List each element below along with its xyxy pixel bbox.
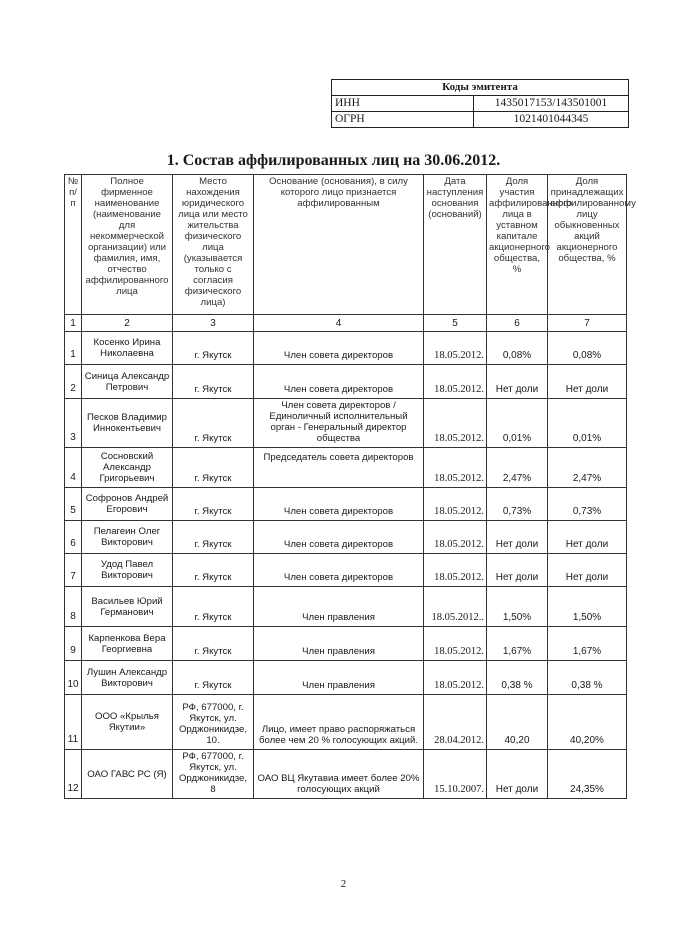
capital-share: 1,50% — [487, 587, 548, 627]
affiliates-table — [64, 174, 636, 799]
affiliation-basis: Член правления — [254, 661, 424, 695]
row-number: 11 — [65, 695, 82, 750]
affiliate-location: г. Якутск — [173, 661, 254, 695]
affiliate-location: г. Якутск — [173, 488, 254, 521]
affiliate-location: г. Якутск — [173, 587, 254, 627]
affiliate-name: Косенко Ирина Николаевна — [82, 332, 173, 365]
table-row — [65, 399, 627, 448]
table-row — [65, 750, 627, 799]
affiliation-basis: Член совета директоров — [254, 365, 424, 399]
row-number: 12 — [65, 750, 82, 799]
affiliate-name: Софронов Андрей Егорович — [82, 488, 173, 521]
column-number: 7 — [548, 315, 627, 332]
column-number: 4 — [254, 315, 424, 332]
capital-share: 0,01% — [487, 399, 548, 448]
affiliate-name: ОАО ГАВС РС (Я) — [82, 750, 173, 799]
issuer-codes-header: Коды эмитента — [332, 80, 629, 96]
affiliate-name: Синица Александр Петрович — [82, 365, 173, 399]
affiliate-name: Песков Владимир Иннокентьевич — [82, 399, 173, 448]
row-number: 4 — [65, 448, 82, 488]
basis-date: 18.05.2012. — [424, 488, 487, 521]
affiliation-basis: Лицо, имеет право распоряжаться более чем 20 % голосующих акций. — [254, 695, 424, 750]
col-header-location: Место нахождения юридического лица или место жительства физического лица (указывается только с согласия физического лица) — [173, 175, 254, 315]
table-row — [65, 332, 627, 365]
affiliate-location: г. Якутск — [173, 332, 254, 365]
col-header-basis: Основание (основания), в силу которого лицо признается аффилированным — [254, 175, 424, 315]
code-row-ogrn — [332, 112, 629, 128]
table-row — [65, 695, 627, 750]
capital-share: 0,08% — [487, 332, 548, 365]
stock-share: 0,38 % — [548, 661, 627, 695]
row-number: 7 — [65, 554, 82, 587]
affiliation-basis: Член совета директоров — [254, 521, 424, 554]
basis-date: 18.05.2012. — [424, 661, 487, 695]
code-row-inn — [332, 96, 629, 112]
affiliation-basis: Член совета директоров / Единоличный исполнительный орган - Генеральный директор общества — [254, 399, 424, 448]
affiliation-basis: Член правления — [254, 627, 424, 661]
code-value: 1435017153/143501001 — [474, 96, 629, 112]
affiliate-location: г. Якутск — [173, 448, 254, 488]
code-label: ОГРН — [332, 112, 474, 128]
basis-date: 18.05.2012. — [424, 521, 487, 554]
row-number: 2 — [65, 365, 82, 399]
affiliate-location: г. Якутск — [173, 627, 254, 661]
affiliation-basis: Председатель совета директоров — [254, 448, 424, 488]
affiliate-location: РФ, 677000, г. Якутск, ул. Орджоникидзе, 8 — [173, 750, 254, 799]
affiliation-basis: Член совета директоров — [254, 332, 424, 365]
row-number: 10 — [65, 661, 82, 695]
basis-date: 18.05.2012. — [424, 365, 487, 399]
column-number: 3 — [173, 315, 254, 332]
capital-share: 40,20 — [487, 695, 548, 750]
code-value: 1021401044345 — [474, 112, 629, 128]
stock-share: 0,08% — [548, 332, 627, 365]
affiliation-basis: Член совета директоров — [254, 554, 424, 587]
row-number: 6 — [65, 521, 82, 554]
col-header-stock-share: Доля принадлежащих аффилированному лицу обыкновенных акций акционерного общества, % — [548, 175, 627, 315]
col-header-number: № п/п — [65, 175, 82, 315]
page-number: 2 — [340, 878, 347, 890]
table-row — [65, 554, 627, 587]
capital-share: Нет доли — [487, 554, 548, 587]
column-number: 5 — [424, 315, 487, 332]
stock-share: 0,01% — [548, 399, 627, 448]
column-number: 2 — [82, 315, 173, 332]
column-number: 6 — [487, 315, 548, 332]
affiliate-name: Сосновский Александр Григорьевич — [82, 448, 173, 488]
stock-share: 1,67% — [548, 627, 627, 661]
stock-share: Нет доли — [548, 554, 627, 587]
affiliate-name: Лушин Александр Викторович — [82, 661, 173, 695]
code-label: ИНН — [332, 96, 474, 112]
row-number: 9 — [65, 627, 82, 661]
stock-share: Нет доли — [548, 365, 627, 399]
column-numbers-row — [65, 315, 627, 332]
basis-date: 18.05.2012. — [424, 627, 487, 661]
col-header-date: Дата наступления основания (оснований) — [424, 175, 487, 315]
col-header-capital-share: Доля участия аффилированного лица в уставном капитале акционерного общества, % — [487, 175, 548, 315]
affiliate-name: ООО «Крылья Якутии» — [82, 695, 173, 750]
col-header-name: Полное фирменное наименование (наименование для некоммерческой организации) или фамилия, имя, отчество аффилированного лица — [82, 175, 173, 315]
stock-share: 24,35% — [548, 750, 627, 799]
issuer-codes-table — [331, 79, 629, 128]
capital-share: 0,73% — [487, 488, 548, 521]
affiliate-name: Карпенкова Вера Георгиевна — [82, 627, 173, 661]
affiliate-name: Пелагеин Олег Викторович — [82, 521, 173, 554]
table-row — [65, 488, 627, 521]
row-number: 3 — [65, 399, 82, 448]
basis-date: 18.05.2012. — [424, 399, 487, 448]
affiliate-location: г. Якутск — [173, 521, 254, 554]
header-row — [65, 175, 627, 315]
stock-share: 40,20% — [548, 695, 627, 750]
affiliate-name: Удод Павел Викторович — [82, 554, 173, 587]
capital-share: Нет доли — [487, 365, 548, 399]
column-number: 1 — [65, 315, 82, 332]
affiliate-location: г. Якутск — [173, 365, 254, 399]
affiliation-basis: Член правления — [254, 587, 424, 627]
capital-share: 2,47% — [487, 448, 548, 488]
capital-share: 1,67% — [487, 627, 548, 661]
stock-share: 2,47% — [548, 448, 627, 488]
table-row — [65, 448, 627, 488]
basis-date: 18.05.2012. — [424, 448, 487, 488]
capital-share: Нет доли — [487, 750, 548, 799]
basis-date: 18.05.2012. — [424, 554, 487, 587]
table-row — [65, 365, 627, 399]
basis-date: 15.10.2007. — [424, 750, 487, 799]
capital-share: 0,38 % — [487, 661, 548, 695]
row-number: 1 — [65, 332, 82, 365]
table-row — [65, 587, 627, 627]
table-row — [65, 627, 627, 661]
row-number: 8 — [65, 587, 82, 627]
page-title: 1. Состав аффилированных лиц на 30.06.2012. — [166, 152, 501, 169]
stock-share: 0,73% — [548, 488, 627, 521]
row-number: 5 — [65, 488, 82, 521]
table-row — [65, 661, 627, 695]
affiliate-location: г. Якутск — [173, 399, 254, 448]
affiliation-basis: Член совета директоров — [254, 488, 424, 521]
basis-date: 18.05.2012. — [424, 332, 487, 365]
affiliation-basis: ОАО ВЦ Якутавиа имеет более 20% голосующих акций — [254, 750, 424, 799]
affiliate-name: Васильев Юрий Германович — [82, 587, 173, 627]
capital-share: Нет доли — [487, 521, 548, 554]
table-row — [65, 521, 627, 554]
basis-date: 18.05.2012.. — [424, 587, 487, 627]
affiliate-location: РФ, 677000, г. Якутск, ул. Орджоникидзе, 10. — [173, 695, 254, 750]
stock-share: 1,50% — [548, 587, 627, 627]
basis-date: 28.04.2012. — [424, 695, 487, 750]
affiliate-location: г. Якутск — [173, 554, 254, 587]
stock-share: Нет доли — [548, 521, 627, 554]
